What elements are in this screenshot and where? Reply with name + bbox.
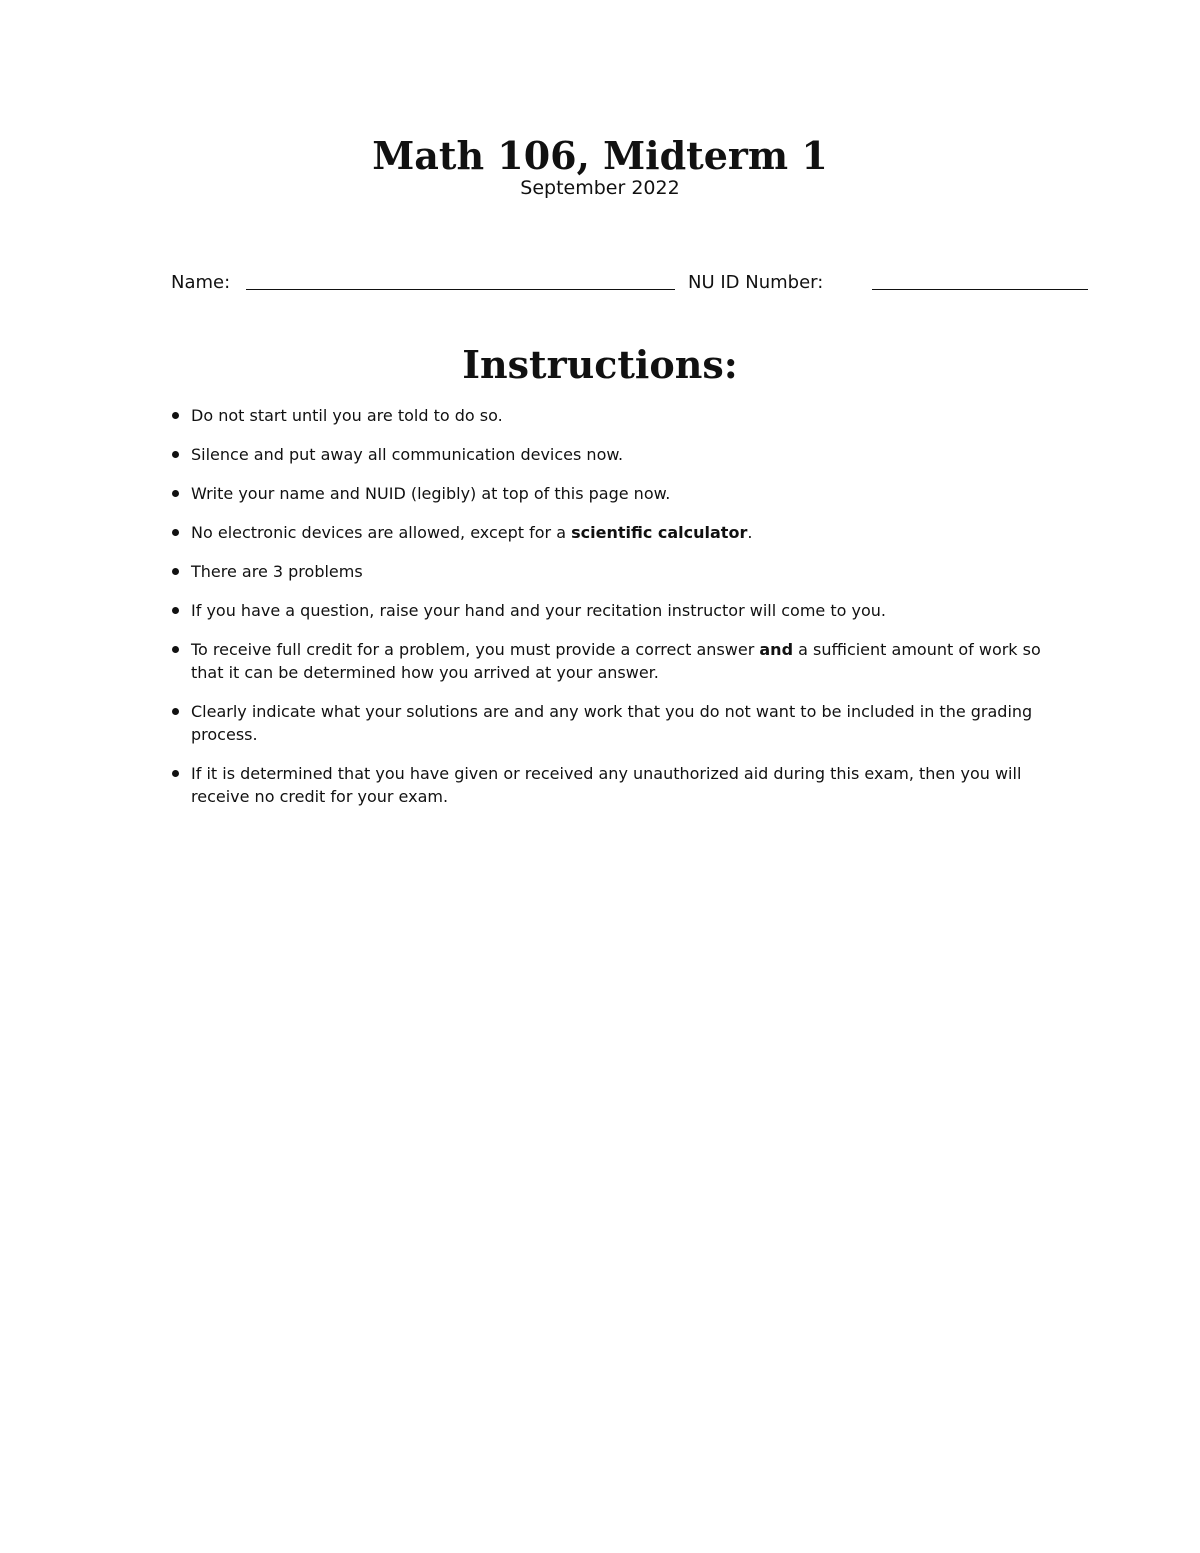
instruction-text: If you have a question, raise your hand and your recitation instructor will come to you. [191,601,886,620]
name-blank-line [246,289,675,290]
instruction-text-start: No electronic devices are allowed, except for a [191,523,572,542]
instruction-text [191,523,752,542]
bullet-icon [172,646,179,653]
instruction-text: Clearly indicate what your solutions are and any work that you do not want to be included in the grading process. [191,702,1033,744]
instruction-emphasis: and [759,640,794,659]
instruction-item [170,482,1062,505]
bullet-icon [172,490,179,497]
bullet-icon [172,607,179,614]
instructions-heading: Instructions: [462,342,738,387]
bullet-icon [172,529,179,536]
bullet-icon [172,770,179,777]
instructions-list [170,404,1062,824]
instruction-emphasis: scientific calculator [571,523,748,542]
instruction-text [191,640,1041,682]
student-info-fields [171,271,1091,299]
instruction-text-end: a sufficient amount of work so that it can be determined how you arrived at your answer. [191,640,1041,682]
bullet-icon [172,451,179,458]
instruction-text: There are 3 problems [191,562,363,581]
instruction-item [170,443,1062,466]
nuid-blank-line [872,289,1088,290]
instruction-item [170,404,1062,427]
instruction-item [170,762,1062,808]
instruction-item [170,521,1062,544]
instruction-text: Silence and put away all communication devices now. [191,445,624,464]
instruction-text-end: . [747,523,753,542]
exam-title: Math 106, Midterm 1 [372,133,828,178]
bullet-icon [172,412,179,419]
instruction-text: If it is determined that you have given or received any unauthorized aid during this exam, then you will receive no credit for your exam. [191,764,1022,806]
instruction-item [170,700,1062,746]
instruction-text-start: To receive full credit for a problem, you must provide a correct answer [191,640,760,659]
name-label: Name: [171,272,231,293]
bullet-icon [172,568,179,575]
instruction-text: Do not start until you are told to do so. [191,406,503,425]
instruction-text: Write your name and NUID (legibly) at top of this page now. [191,484,671,503]
exam-date: September 2022 [520,177,680,199]
instruction-item [170,599,1062,622]
bullet-icon [172,708,179,715]
nuid-label: NU ID Number: [688,272,824,293]
instruction-item [170,560,1062,583]
instruction-item [170,638,1062,684]
